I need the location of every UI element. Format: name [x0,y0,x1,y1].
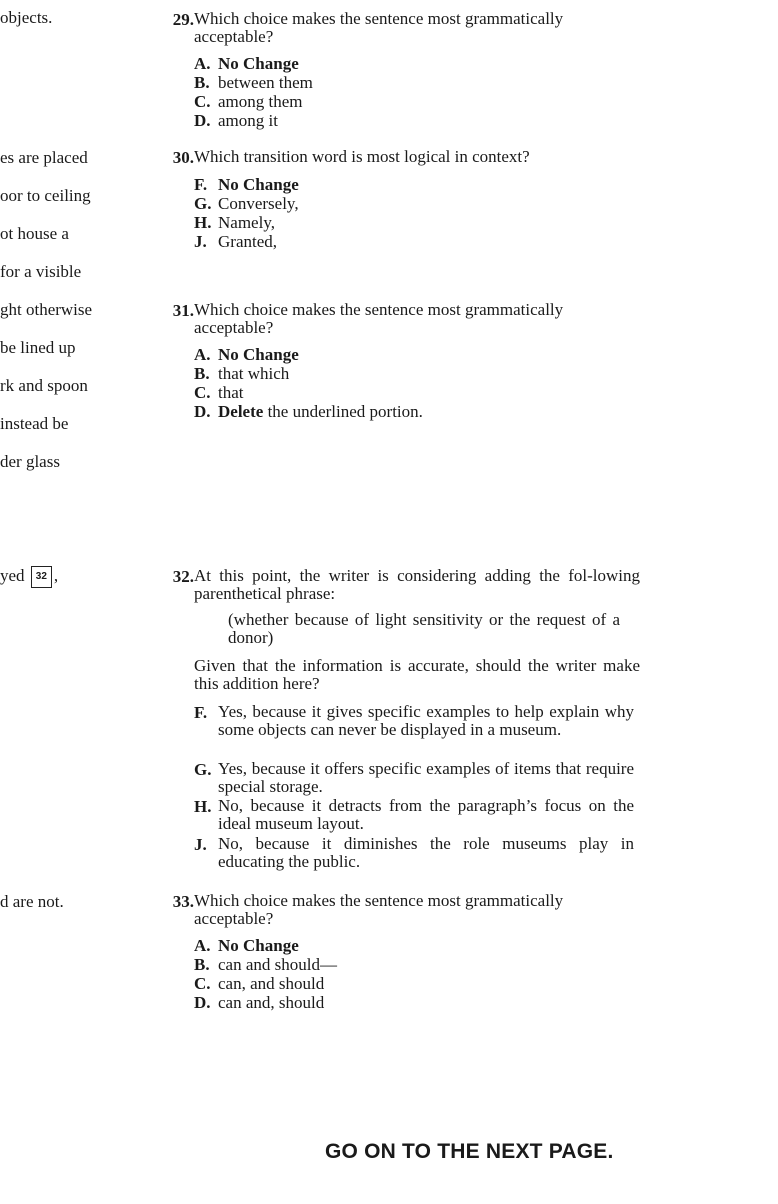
question-number: 31. [172,301,194,320]
passage-line: be lined up [0,338,76,357]
answer-option-h[interactable]: H. Namely, [194,213,275,232]
answer-option-h[interactable]: H. No, because it detracts from the paragraph’s focus on the ideal museum layout. [194,796,634,833]
passage-line: rk and spoon [0,376,88,395]
answer-option-c[interactable]: C. that [194,383,244,402]
answer-option-j[interactable]: J. No, because it diminishes the role museums play in educating the public. [194,834,634,871]
passage-line: oor to ceiling [0,186,91,205]
quoted-phrase: (whether because of light sensitivity or the request of a donor) [228,610,620,647]
question-text: At this point, the writer is considering adding the fol-lowing parenthetical phrase: [194,566,640,603]
answer-option-a[interactable]: A. No Change [194,54,299,73]
question-29 [160,10,650,130]
question-text: Which choice makes the sentence most grammatically acceptable? [194,891,564,928]
answer-option-c[interactable]: C. can, and should [194,974,325,993]
passage-line: instead be [0,414,69,433]
passage-line: objects. [0,8,53,27]
answer-option-j[interactable]: J. Granted, [194,232,278,251]
question-number: 33. [172,892,194,911]
answer-option-d[interactable]: D. Delete the underlined portion. [194,402,423,421]
answer-option-b[interactable]: B. can and should— [194,955,337,974]
passage-line: for a visible [0,262,82,281]
question-reference-box: 32 [31,566,52,588]
question-30 [160,148,650,258]
question-32 [160,567,650,877]
question-text: Which choice makes the sentence most grammatically acceptable? [194,300,564,337]
answer-option-d[interactable]: D. can and, should [194,993,325,1012]
answer-option-f[interactable]: F. No Change [194,175,299,194]
question-33 [160,892,650,1017]
passage-line: d are not. [0,892,64,911]
passage-line: der glass [0,452,60,471]
answer-option-b[interactable]: B. between them [194,73,313,92]
passage-line: ot house a [0,224,69,243]
question-31 [160,301,650,426]
answer-option-a[interactable]: A. No Change [194,936,299,955]
passage-line: yed [0,566,25,585]
passage-line: ght otherwise [0,300,93,319]
question-followup: Given that the information is accurate, should the writer make this addition here? [194,656,640,693]
answer-option-a[interactable]: A. No Change [194,345,299,364]
question-number: 32. [172,567,194,586]
answer-option-g[interactable]: G. Yes, because it offers specific examples of items that require special storage. [194,759,634,796]
answer-option-g[interactable]: G. Conversely, [194,194,299,213]
question-number: 29. [172,10,194,29]
question-text: Which transition word is most logical in context? [194,147,530,166]
question-text: Which choice makes the sentence most grammatically acceptable? [194,9,564,46]
passage-ref-trailing: , [53,566,59,585]
answer-option-b[interactable]: B. that which [194,364,290,383]
question-number: 30. [172,148,194,167]
go-on-footer: GO ON TO THE NEXT PAGE. [325,1140,614,1163]
answer-option-c[interactable]: C. among them [194,92,303,111]
passage-line-with-ref [0,566,58,588]
answer-option-d[interactable]: D. among it [194,111,278,130]
passage-line: es are placed [0,148,88,167]
answer-option-f[interactable]: F. Yes, because it gives specific examples to help explain why some objects can never be displayed in a museum. [194,702,634,739]
